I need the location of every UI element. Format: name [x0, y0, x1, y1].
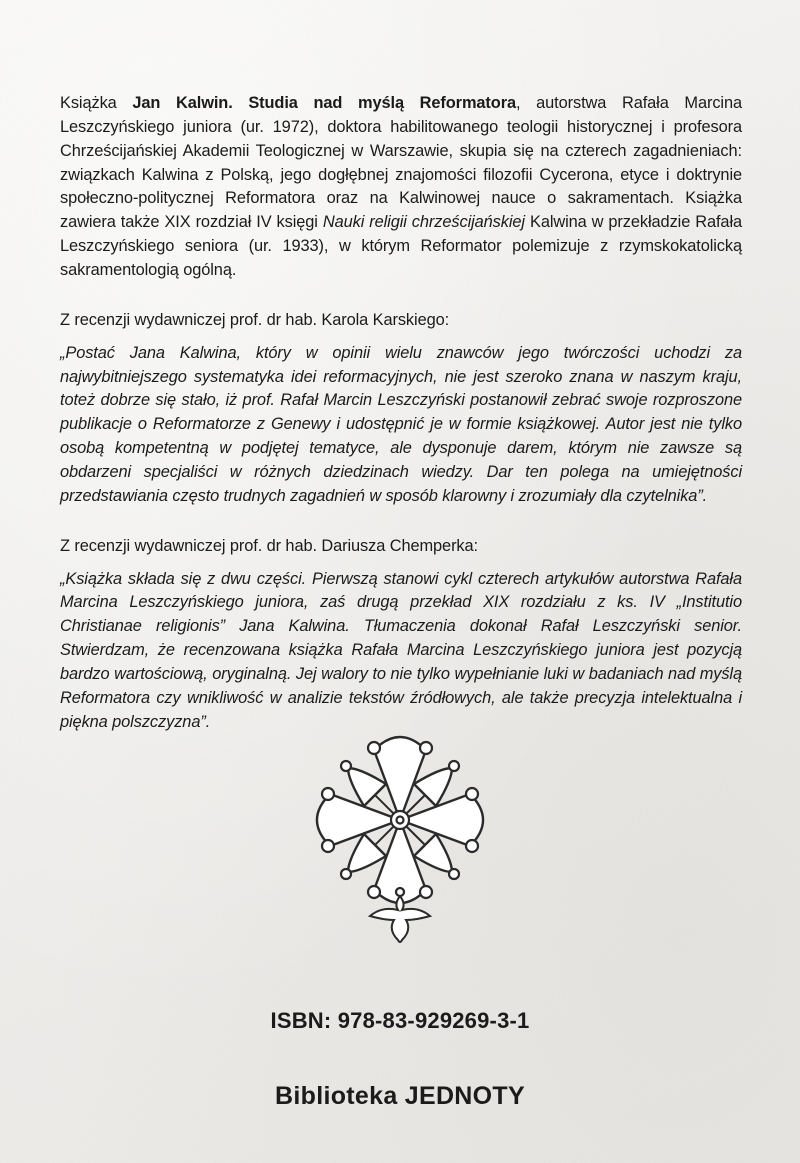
review-2-body: „Książka składa się z dwu części. Pierwszą stanowi cykl czterech artykułów autorstwa Rafała Marcina Leszczyńskiego juniora, zaś drugą przekład XIX rozdziału z ks. IV „Institutio Christianae religionis” Jana Kalwina. Tłumaczenia dokonał Rafał Leszczyński senior. Stwierdzam, że recenzowana książka Rafała Marcina Leszczyńskiego juniora jest pozycją bardzo wartościową, oryginalną. Jej walory to nie tylko wypełnianie luki w badaniach nad myślą Reformatora czy wnikliwość w analizie tekstów źródłowych, ale także precyzja intelektualna i piękna polszczyzna”. — [60, 569, 742, 731]
blurb-lead: Książka — [60, 94, 133, 112]
book-title: Jan Kalwin. Studia nad myślą Reformatora — [132, 94, 516, 112]
review-1-body: „Postać Jana Kalwina, który w opinii wielu znawców jego twórczości uchodzi za najwybitniejszego systematyka idei reformacyjnych, nie jest szeroko znana w naszym kraju, toteż dobrze się stało, iż prof. Rafał Marcin Leszczyński postanowił zebrać swoje rozproszone publikacje o Reformatorze z Genewy i udostępnić je w formie książkowej. Autor jest nie tylko osobą kompetentną w podjętej tematyce, ale dysponuje darem, którym nie zawsze są obdarzeni specjaliści w różnych dziedzinach wiedzy. Dar ten polega na umiejętności przedstawiania często trudnych zagadnień w sposób klarowny i zrozumiały dla czytelnika”. — [60, 343, 742, 505]
blurb-tail: Kalwina w przekładzie Rafała Leszczyńskiego seniora (ur. 1933), w którym Reformator polemizuje z rzymskokatolicką sakramentologią ogólną. — [60, 213, 742, 280]
blurb-body: , autorstwa Rafała Marcina Leszczyńskiego juniora (ur. 1972), doktora habilitowanego teologii historycznej i profesora Chrześcijańskiej Akademii Teologicznej w Warszawie, skupia się na czterech zagadnieniach: związkach Kalwina z Polską, jego dogłębnej znajomości filozofii Cycerona, etyce i doktrynie społeczno-politycznej Reformatora oraz na Kalwinowej nauce o sakramentach. Książka zawiera także XIX rozdział IV księgi — [60, 94, 742, 232]
book-blurb — [60, 92, 742, 283]
maltese-cross-with-dove-icon — [305, 700, 495, 990]
cover-text-block — [60, 92, 742, 735]
isbn-line: ISBN: 978-83-929269-3-1 — [270, 1008, 530, 1033]
series-name: Biblioteka JEDNOTY — [275, 1082, 525, 1110]
cited-work-title: Nauki religii chrześcijańskiej — [322, 213, 525, 232]
review-1-intro: Z recenzji wydawniczej prof. dr hab. Karola Karskiego: — [60, 310, 450, 329]
emblem-container — [0, 700, 800, 995]
review-2-intro: Z recenzji wydawniczej prof. dr hab. Dariusza Chemperka: — [60, 536, 478, 555]
